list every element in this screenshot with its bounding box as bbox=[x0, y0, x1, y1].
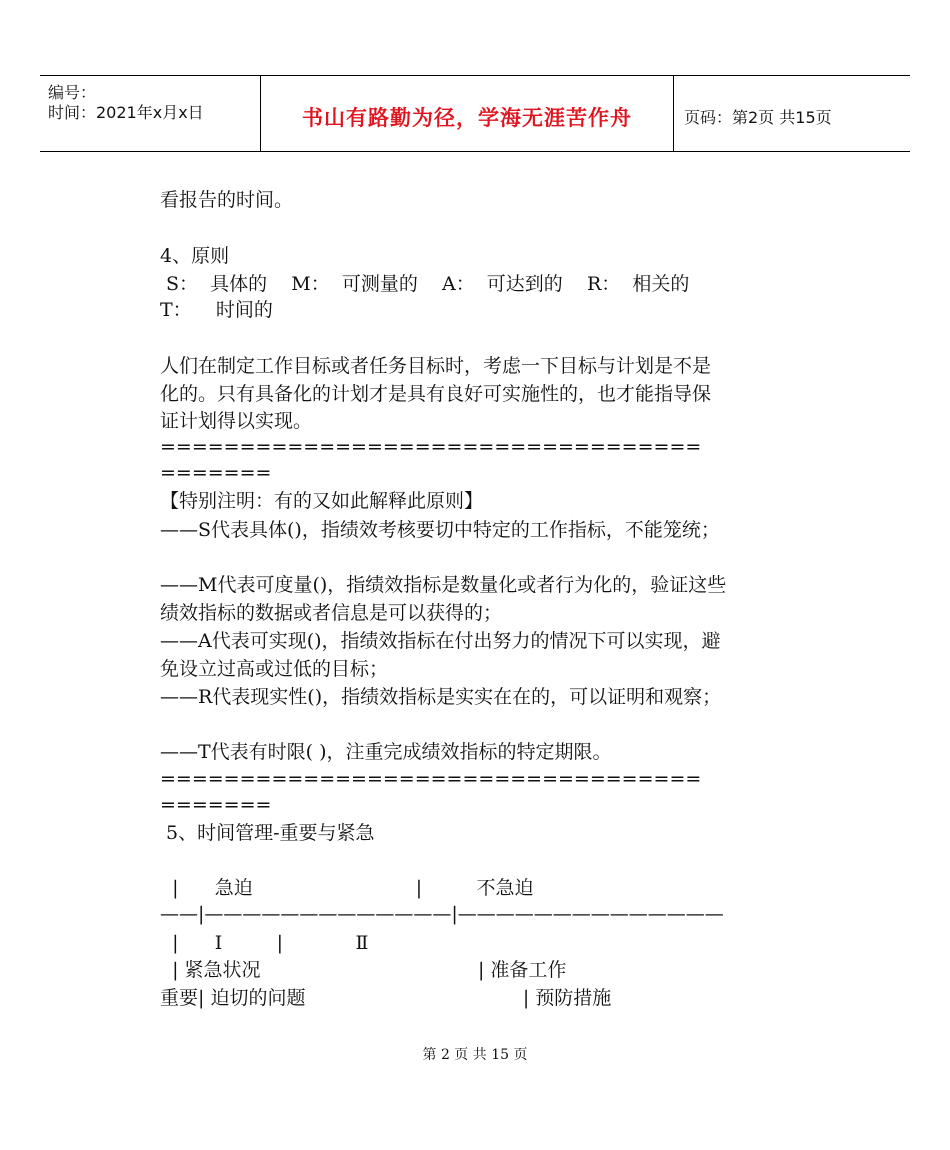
header-meta-cell bbox=[40, 76, 261, 151]
page-info: 页码：第2页 共15页 bbox=[684, 108, 832, 127]
matrix-line: | 紧急状况 | 准备工作 bbox=[160, 959, 567, 981]
text-line: 5、时间管理-重要与紧急 bbox=[160, 822, 375, 844]
text-line: ——R代表现实性()，指绩效指标是实实在在的，可以证明和观察； bbox=[160, 686, 722, 708]
header-page-cell bbox=[674, 76, 910, 151]
time-label: 时间：2021年x月x日 bbox=[48, 103, 204, 122]
text-line: ——T代表有时限( )，注重完成绩效指标的特定期限。 bbox=[160, 741, 612, 763]
separator-line: ======= bbox=[160, 794, 272, 816]
text-line: T： 时间的 bbox=[160, 299, 273, 321]
text-line: ——M代表可度量()，指绩效指标是数量化或者行为化的，验证这些 bbox=[160, 574, 727, 596]
text-line: 【特别注明：有的又如此解释此原则】 bbox=[160, 490, 484, 512]
header-motto-cell bbox=[261, 76, 674, 151]
text-line: 绩效指标的数据或者信息是可以获得的； bbox=[160, 602, 503, 624]
text-line: 免设立过高或过低的目标； bbox=[160, 658, 389, 680]
separator-line: ================================== bbox=[160, 436, 702, 458]
matrix-line: ——|—————————————|—————————————— bbox=[160, 903, 724, 925]
matrix-line: | 急迫 | 不急迫 bbox=[160, 877, 534, 899]
separator-line: ======= bbox=[160, 462, 272, 484]
text-line: 看报告的时间。 bbox=[160, 189, 294, 211]
text-line: ——S代表具体()，指绩效考核要切中特定的工作指标，不能笼统； bbox=[160, 519, 720, 541]
text-line: 证计划得以实现。 bbox=[160, 410, 313, 432]
text-line: 人们在制定工作目标或者任务目标时，考虑一下目标与计划是不是 bbox=[160, 355, 712, 377]
page-header bbox=[40, 75, 910, 152]
motto-text: 书山有路勤为径，学海无涯苦作舟 bbox=[302, 106, 632, 130]
text-line: ——A代表可实现()，指绩效指标在付出努力的情况下可以实现，避 bbox=[160, 630, 721, 652]
number-label: 编号： bbox=[48, 83, 97, 102]
separator-line: ================================== bbox=[160, 768, 702, 790]
matrix-line: | Ⅰ | Ⅱ bbox=[160, 932, 369, 954]
matrix-line: 重要| 迫切的问题 | 预防措施 bbox=[160, 987, 612, 1009]
page-footer: 第 2 页 共 15 页 bbox=[422, 1047, 528, 1063]
text-line: S： 具体的 M： 可测量的 A： 可达到的 R： 相关的 bbox=[160, 273, 690, 295]
text-line: 4、原则 bbox=[160, 245, 230, 267]
text-line: 化的。只有具备化的计划才是具有良好可实施性的，也才能指导保 bbox=[160, 383, 712, 405]
